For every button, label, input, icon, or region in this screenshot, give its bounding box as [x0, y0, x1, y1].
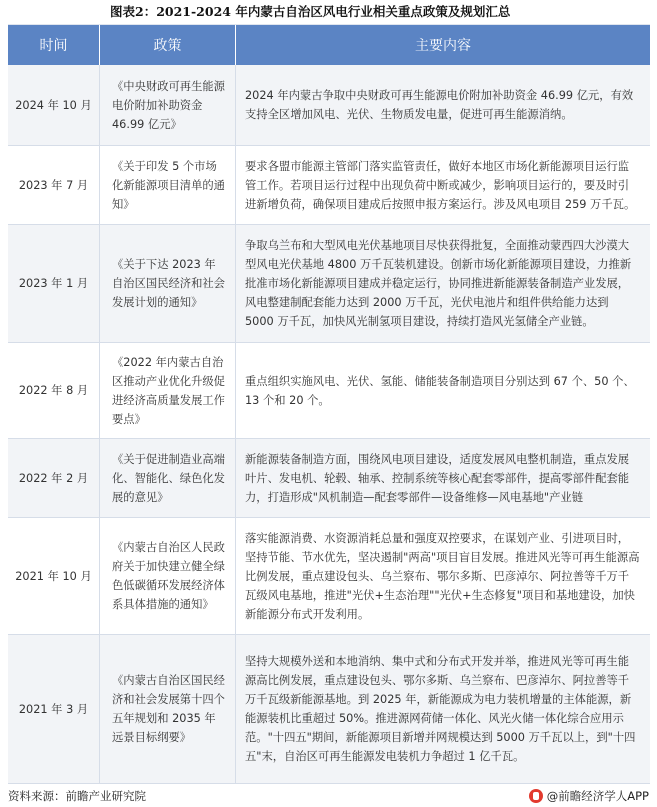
cell-policy: 《关于促进制造业高端化、智能化、绿色化发展的意见》: [100, 439, 236, 517]
footer: [0, 785, 657, 807]
cell-time: 2022 年 8 月: [8, 343, 100, 438]
table-row: [8, 146, 650, 225]
cell-content: 落实能源消费、水资源消耗总量和强度双控要求，在谋划产业、引进项目时，坚持节能、节水优先，坚决遏制"两高"项目盲目发展。推进风光等可再生能源高比例发展，重点建设包头、乌兰察布、鄂尔多斯、巴彦淖尔、阿拉善等千万千瓦级风电基地，推进"光伏+生态治理""光伏+生态修复"项目和基地建设，加快新能源分布式开发利用。: [245, 531, 640, 621]
cell-policy: 《内蒙古自治区人民政府关于加快建立健全绿色低碳循环发展经济体系具体措施的通知》: [100, 518, 236, 634]
cell-time: 2021 年 10 月: [8, 518, 100, 634]
cell-policy: 《2022 年内蒙古自治区推动产业优化升级促进经济高质量发展工作要点》: [100, 343, 236, 438]
header-policy: 政策: [100, 25, 236, 65]
table-row: [8, 343, 650, 439]
cell-content: 新能源装备制造方面，围绕风电项目建设，适度发展风电整机制造，重点发展叶片、发电机、轮毂、轴承、控制系统等核心配套零部件，提高零部件配套能力，打造形成"风机制造—配套零部件—设备维修—风电基地"产业链: [245, 452, 630, 504]
header-content: 主要内容: [236, 25, 650, 65]
cell-content: 2024 年内蒙古争取中央财政可再生能源电价附加补助资金 46.99 亿元，有效支持全区增加风电、光伏、生物质发电量，促进可再生能源消纳。: [245, 89, 634, 121]
cell-content: 要求各盟市能源主管部门落实监管责任，做好本地区市场化新能源项目运行监管工作。若项目运行过程中出现负荷中断或减少，影响项目运行的，要及时引进新增负荷，确保项目建成后按照申报方案运行。涉及风电项目 259 万千瓦。: [245, 159, 636, 211]
cell-policy: 《中央财政可再生能源电价附加补助资金 46.99 亿元》: [100, 65, 236, 145]
cell-policy: 《关于下达 2023 年自治区国民经济和社会发展计划的通知》: [100, 225, 236, 342]
cell-content: 坚持大规模外送和本地消纳、集中式和分布式开发并举，推进风光等可再生能源高比例发展，重点建设包头、鄂尔多斯、乌兰察布、巴彦淖尔、阿拉善等千万千瓦级新能源基地。到 2025 年，新能源成为电力装机增量的主体能源，新能源装机比重超过 50%。推进源网荷储一体化、风光火储一体化综合应用示范。"十四五"期间，新能源项目新增并网规模达到 5000 万千瓦以上，到"十四五"末，自治区可再生能源发电装机力争超过 1 亿千瓦。: [245, 655, 636, 763]
cell-time: 2022 年 2 月: [8, 439, 100, 517]
cell-content: 重点组织实施风电、光伏、氢能、储能装备制造项目分别达到 67 个、50 个、13 个和 20 个。: [245, 374, 635, 407]
brand-logo-icon: [529, 789, 543, 803]
cell-policy: 《内蒙古自治区国民经济和社会发展第十四个五年规划和 2035 年远景目标纲要》: [100, 635, 236, 783]
cell-time: 2023 年 7 月: [8, 146, 100, 224]
table-title: 图表2：2021-2024 年内蒙古自治区风电行业相关重点政策及规划汇总: [110, 4, 511, 19]
table-row: [8, 439, 650, 518]
table-row: [8, 518, 650, 635]
table-row: [8, 225, 650, 343]
header-time: 时间: [8, 25, 100, 65]
cell-content: 争取乌兰布和大型风电光伏基地项目尽快获得批复，全面推动蒙西四大沙漠大型风电光伏基地 4800 万千瓦装机建设。创新市场化新能源项目建设，力推新批准市场化新能源项目建成并稳定运行，协同推进新能源装备制造产业发展，风电整建制配套能力达到 2000 万千瓦，光伏电池片和组件供给能力达到 5000 万千瓦，加快风光制氢项目建设，持续打造风光氢储全产业链。: [245, 239, 632, 328]
policy-table: [8, 24, 650, 784]
cell-time: 2023 年 1 月: [8, 225, 100, 342]
table-row: [8, 65, 650, 146]
cell-time: 2024 年 10 月: [8, 65, 100, 145]
source-note: 资料来源：前瞻产业研究院: [8, 789, 146, 803]
table-row: [8, 635, 650, 784]
cell-time: 2021 年 3 月: [8, 635, 100, 783]
brand-text: @前瞻经济学人APP: [546, 789, 649, 803]
cell-policy: 《关于印发 5 个市场化新能源项目清单的通知》: [100, 146, 236, 224]
brand-credit: [529, 788, 649, 804]
